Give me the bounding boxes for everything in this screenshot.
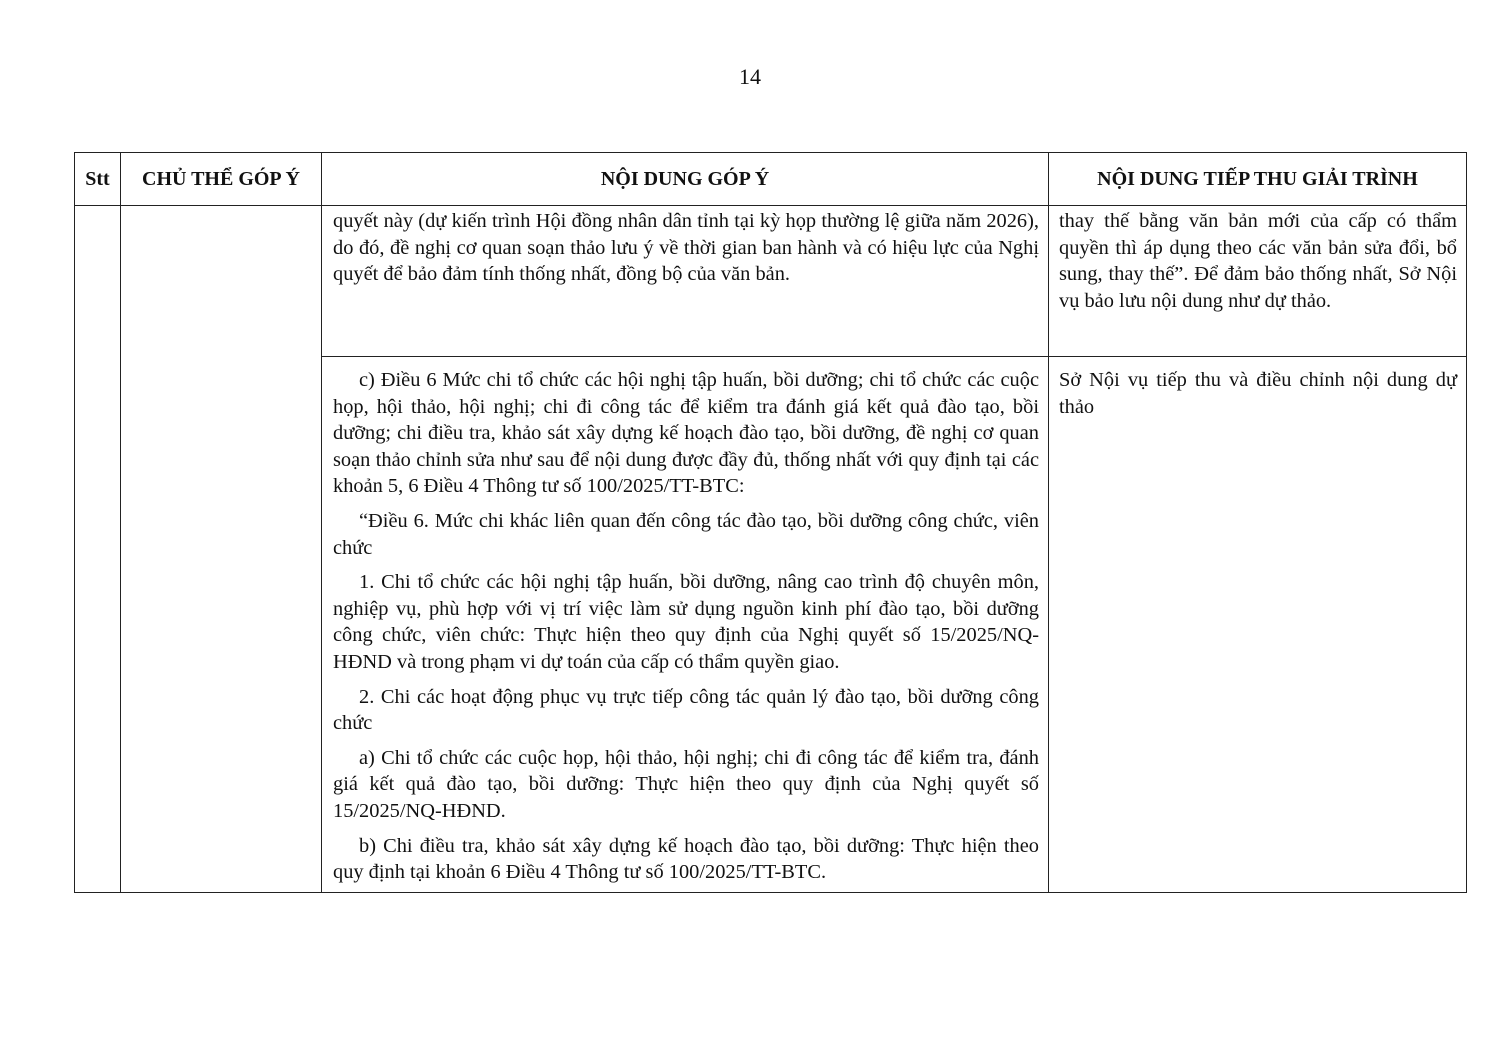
- content-paragraph: 2. Chi các hoạt động phục vụ trực tiếp công tác quản lý đào tạo, bồi dưỡng công chức: [333, 685, 1039, 735]
- subject-cell: [121, 206, 322, 893]
- header-content: NỘI DUNG GÓP Ý: [322, 153, 1049, 206]
- content-paragraph: b) Chi điều tra, khảo sát xây dựng kế hoạch đào tạo, bồi dưỡng: Thực hiện theo quy định tại khoản 6 Điều 4 Thông tư số 100/2025/TT-BTC.: [333, 834, 1039, 884]
- feedback-table: [74, 152, 1467, 893]
- content-paragraph: quyết này (dự kiến trình Hội đồng nhân dân tỉnh tại kỳ họp thường lệ giữa năm 2026), do đó, đề nghị cơ quan soạn thảo lưu ý về thời gian ban hành và có hiệu lực của Nghị quyết để bảo đảm tính thống nhất, đồng bộ của văn bản.: [333, 210, 1039, 286]
- response-paragraph: thay thế bằng văn bản mới của cấp có thẩm quyền thì áp dụng theo các văn bản sửa đổi, bổ sung, thay thế”. Để đảm bảo thống nhất, Sở Nội vụ bảo lưu nội dung như dự thảo.: [1059, 210, 1457, 312]
- content-paragraph: “Điều 6. Mức chi khác liên quan đến công tác đào tạo, bồi dưỡng công chức, viên chức: [333, 509, 1039, 559]
- stt-cell: [75, 206, 121, 893]
- page-number: 14: [739, 64, 761, 89]
- response-cell: [1049, 357, 1467, 893]
- header-stt: Stt: [75, 153, 121, 206]
- table-row: [75, 206, 1467, 357]
- header-subject: CHỦ THỂ GÓP Ý: [121, 153, 322, 206]
- header-response: NỘI DUNG TIẾP THU GIẢI TRÌNH: [1049, 153, 1467, 206]
- response-paragraph: Sở Nội vụ tiếp thu và điều chỉnh nội dung dự thảo: [1059, 369, 1457, 418]
- content-paragraph: a) Chi tổ chức các cuộc họp, hội thảo, hội nghị; chi đi công tác để kiểm tra, đánh giá kết quả đào tạo, bồi dưỡng: Thực hiện theo quy định của Nghị quyết số 15/2025/NQ-HĐND.: [333, 746, 1039, 822]
- content-cell: [322, 206, 1049, 357]
- content-paragraph: c) Điều 6 Mức chi tổ chức các hội nghị tập huấn, bồi dưỡng; chi tổ chức các cuộc họp, hội thảo, hội nghị; chi đi công tác để kiểm tra đánh giá kết quả đào tạo, bồi dưỡng; chi điều tra, khảo sát xây dựng kế hoạch đào tạo, bồi dưỡng, đề nghị cơ quan soạn thảo chỉnh sửa như sau để nội dung được đầy đủ, thống nhất với quy định tại các khoản 5, 6 Điều 4 Thông tư số 100/2025/TT-BTC:: [333, 369, 1039, 498]
- table-header-row: [75, 153, 1467, 206]
- response-cell: [1049, 206, 1467, 357]
- content-paragraph: 1. Chi tổ chức các hội nghị tập huấn, bồi dưỡng, nâng cao trình độ chuyên môn, nghiệp vụ, phù hợp với vị trí việc làm sử dụng nguồn kinh phí đào tạo, bồi dưỡng công chức, viên chức: Thực hiện theo quy định của Nghị quyết số 15/2025/NQ-HĐND và trong phạm vi dự toán của cấp có thẩm quyền giao.: [333, 571, 1039, 673]
- content-cell: [322, 357, 1049, 893]
